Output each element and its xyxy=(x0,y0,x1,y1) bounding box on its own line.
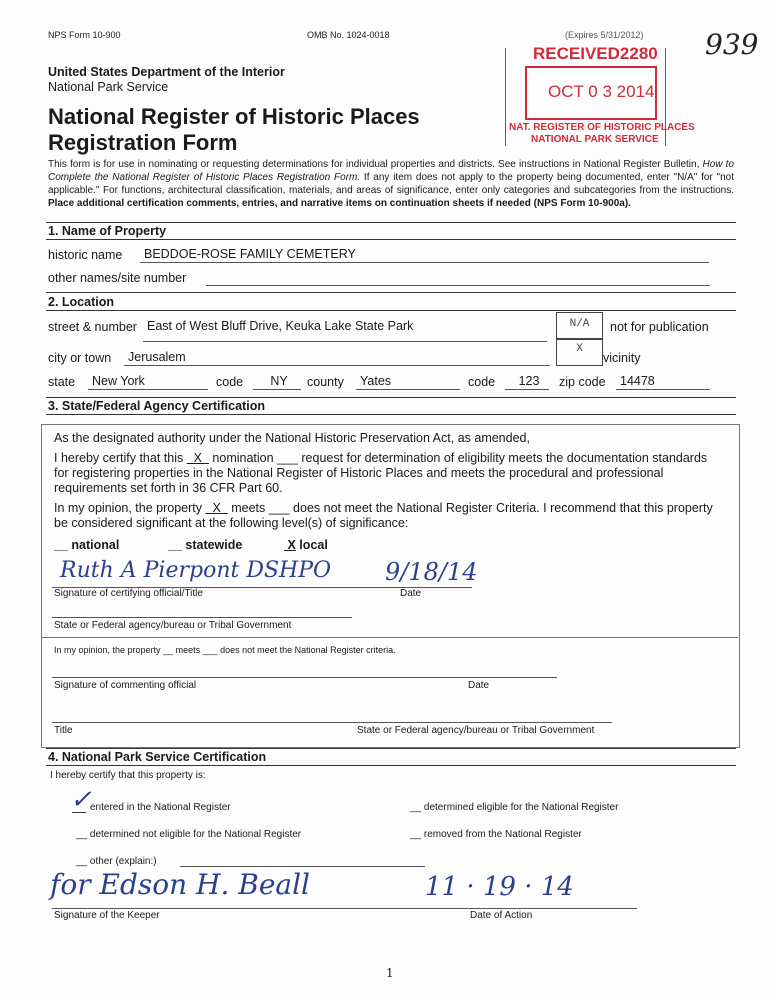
agency-label: State or Federal agency/bureau or Tribal Government xyxy=(54,620,292,631)
date-of-action-label: Date of Action xyxy=(470,910,533,921)
omb-number: OMB No. 1024-0018 xyxy=(307,30,390,40)
county-code-field[interactable]: 123 xyxy=(505,374,549,390)
state-code-label: code xyxy=(216,375,244,389)
option-removed[interactable]: __ removed from the National Register xyxy=(410,829,582,840)
city-label: city or town xyxy=(48,351,112,365)
department: United States Department of the Interior xyxy=(48,65,285,79)
section-1-heading: 1. Name of Property xyxy=(48,224,167,238)
state-label: state xyxy=(48,375,76,389)
comment-date-label: Date xyxy=(468,680,490,691)
option-not-eligible[interactable]: __ determined not eligible for the National Register xyxy=(76,829,302,840)
keeper-signature-label: Signature of the Keeper xyxy=(54,910,160,921)
handwritten-reference-number: 939 xyxy=(705,28,759,61)
county-field[interactable]: Yates xyxy=(356,374,460,390)
state-code-field[interactable]: NY xyxy=(253,374,301,390)
instructions-paragraph: This form is for use in nominating or requesting determinations for individual properties and districts. See instructions in National Register Bulletin, How to Complete the National Register of Historic Places Registration Form. If any item does not apply to the property being documented, enter "N/A" for "not applicable." For functions, architectural classification, materials, and areas of significance, enter only categories and subcategories from the instructions. Place additional certification comments, entries, and narrative items on continuation sheets if needed (NPS Form 10-900a). xyxy=(48,159,734,209)
zip-label: zip code xyxy=(559,375,606,389)
expiration: (Expires 5/31/2012) xyxy=(565,30,644,40)
keeper-signature: for Edson H. Beall xyxy=(50,868,310,901)
comment-signature-label: Signature of commenting official xyxy=(54,680,197,691)
option-entered[interactable]: entered in the National Register xyxy=(90,802,231,813)
level-statewide[interactable]: __ statewide xyxy=(168,538,243,552)
title-label: Title xyxy=(54,725,73,736)
certifying-date-handwritten: 9/18/14 xyxy=(385,558,478,586)
action-date-handwritten: 11 · 19 · 14 xyxy=(425,872,574,902)
zip-field[interactable]: 14478 xyxy=(616,374,710,390)
city-field[interactable]: Jerusalem xyxy=(124,350,550,366)
county-code-label: code xyxy=(468,375,496,389)
cert-text: requirements set forth in 36 CFR Part 60. xyxy=(54,481,283,495)
received-stamp: RECEIVED2280 OCT 0 3 2014 NAT. REGISTER OF HISTORIC PLACES NATIONAL PARK SERVICE xyxy=(505,38,665,150)
historic-name-field[interactable]: BEDDOE-ROSE FAMILY CEMETERY xyxy=(140,247,709,263)
cert-text: be considered significant at the following level(s) of significance: xyxy=(54,516,409,530)
signature-label: Signature of certifying official/Title xyxy=(54,588,203,599)
street-label: street & number xyxy=(48,320,137,334)
other-names-label: other names/site number xyxy=(48,271,187,285)
comment-opinion: In my opinion, the property __ meets ___ does not meet the National Register criteria. xyxy=(54,645,396,655)
vicinity-box[interactable]: X xyxy=(556,338,603,366)
option-other[interactable]: __ other (explain:) xyxy=(76,856,157,867)
section-4-heading: 4. National Park Service Certification xyxy=(48,750,267,764)
nps-certify-text: I hereby certify that this property is: xyxy=(50,770,206,781)
option-determined-eligible[interactable]: __ determined eligible for the National Register xyxy=(410,802,619,813)
section-3-heading: 3. State/Federal Agency Certification xyxy=(48,399,265,413)
cert-certify-line: I hereby certify that this X nomination ___ request for determination of eligibility meets the documentation standards xyxy=(54,451,708,465)
street-field[interactable]: East of West Bluff Drive, Keuka Lake State Park xyxy=(143,319,547,342)
title-line-1: National Register of Historic Places xyxy=(48,104,420,129)
service: National Park Service xyxy=(48,80,169,94)
historic-name-label: historic name xyxy=(48,248,123,262)
form-number: NPS Form 10-900 xyxy=(48,30,121,40)
other-names-field[interactable] xyxy=(206,270,710,286)
level-local[interactable]: X local xyxy=(287,538,328,552)
vicinity-label: vicinity xyxy=(603,351,641,365)
certifying-signature: Ruth A Pierpont DSHPO xyxy=(60,558,332,583)
level-national[interactable]: __ national xyxy=(54,538,120,552)
state-field[interactable]: New York xyxy=(88,374,208,390)
entered-checkmark-icon: ✓ xyxy=(70,785,92,815)
cert-opinion-line: In my opinion, the property X meets ___ does not meet the National Register Criteria. I recommend that this property xyxy=(54,501,713,515)
not-for-publication-box[interactable]: N/A xyxy=(556,312,603,340)
cert-text: for registering properties in the National Register of Historic Places and meets the procedural and professional xyxy=(54,466,664,480)
page-number: 1 xyxy=(386,966,394,980)
comment-agency-label: State or Federal agency/bureau or Tribal Government xyxy=(357,725,595,736)
not-for-publication-label: not for publication xyxy=(610,320,709,334)
county-label: county xyxy=(307,375,344,389)
cert-text: As the designated authority under the National Historic Preservation Act, as amended, xyxy=(54,431,530,445)
date-label: Date xyxy=(400,588,422,599)
title-line-2: Registration Form xyxy=(48,130,238,155)
section-2-heading: 2. Location xyxy=(48,295,114,309)
